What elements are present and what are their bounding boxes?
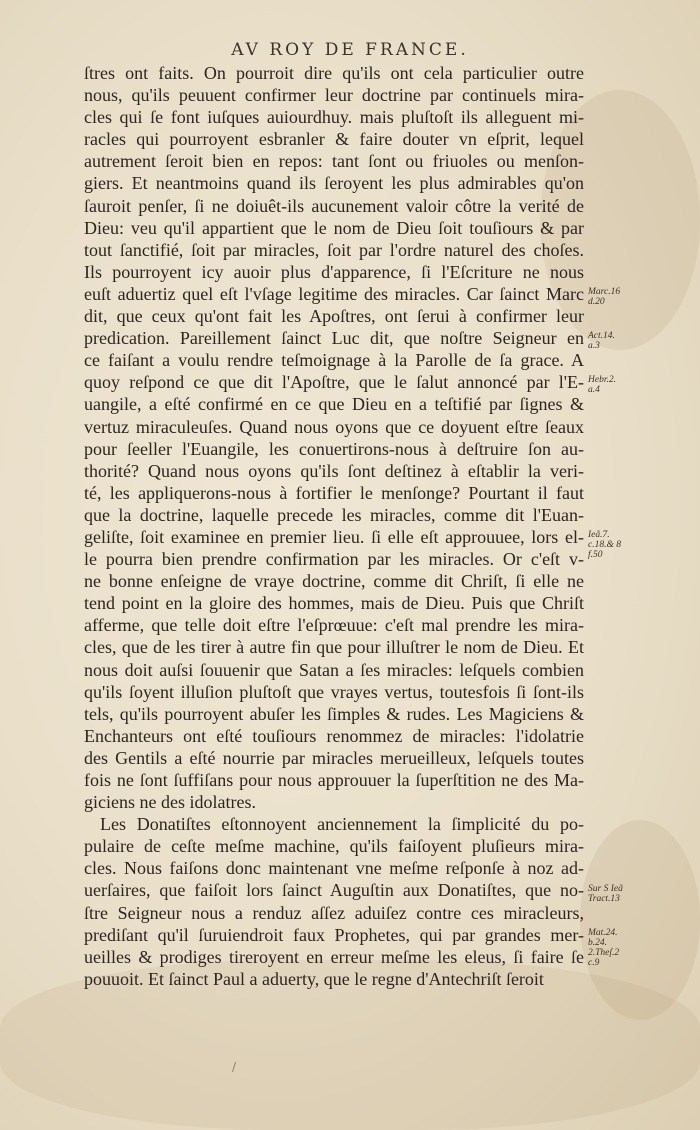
text-line: afferme, que telle doit eſtre l'eſprœuue: c'eſt mal prendre les mira- (84, 615, 584, 636)
text-line: uangile, a eſté confirmé en ce que Dieu en a teſtifié par ſignes & (84, 394, 584, 415)
text-line: le pourra bien prendre confirmation par les miracles. Or c'eſt v- (84, 549, 584, 570)
text-line: cles. Nous faiſons donc maintenant vne meſme reſponſe à noz ad- (84, 858, 584, 879)
text-line: Dieu: veu qu'il appartient que le nom de Dieu ſoit touſiours & par (84, 217, 584, 238)
text-line: Ils pourroyent icy auoir plus d'apparence, ſi l'Eſcriture ne nous (84, 261, 584, 282)
text-line: ce faiſant a voulu rendre teſmoignage à la Parolle de ſa grace. A (84, 350, 584, 371)
text-line: qu'ils ſoyent illuſion pluſtoſt que vrayes vertus, toutesfois ſi ſont-ils (84, 681, 584, 702)
text-line: té, les appliquerons-nous à fortifier le menſonge? Pourtant il faut (84, 482, 584, 503)
text-line: ſtres ont faits. On pourroit dire qu'ils ont cela particulier outre (84, 63, 584, 83)
text-line: ne bonne enſeigne de vraye doctrine, comme dit Chriſt, ſi elle ne (84, 571, 584, 592)
text-line: pouuoit. Et ſainct Paul a aduerty, que le regne d'Antechriſt ſeroit (84, 968, 544, 989)
footer-mark: / (232, 1060, 237, 1074)
text-line: nous doit auſsi ſouuenir que Satan a ſes miracles: leſquels combien (84, 659, 584, 680)
text-line: Enchanteurs ont eſté touſiours renommez de miracles: l'idolatrie (84, 725, 584, 746)
margin-note: Sur S Ieã Tract.13 (588, 883, 623, 904)
text-line: giciens ne des idolatres. (84, 792, 256, 813)
text-line: tels, qu'ils pourroyent abuſer les ſimples & rudes. Les Magiciens & (84, 703, 584, 724)
text-line: Les Donatiſtes eſtonnoyent anciennement la ſimplicité du po- (100, 814, 584, 835)
text-line: giers. Et neantmoins quand ils ſeroyent les plus admirables qu'on (84, 173, 584, 194)
text-line: autrement ſeroit bien en repos: tant ſont ou friuoles ou menſon- (84, 151, 584, 172)
text-line: predication. Pareillement ſainct Luc dit, que noſtre Seigneur en (84, 328, 584, 349)
text-line: thorité? Quand nous oyons qu'ils ſont deſtinez à eſtablir la veri- (84, 460, 584, 481)
text-line: ſtre Seigneur nous a renduz aſſez aduiſez contre ces miracleurs, (84, 902, 584, 923)
text-line: fois ne ſont ſuffiſans pour nous approuuer la ſuperſtition ne des Ma- (84, 770, 584, 790)
text-line: prediſant qu'il ſuruiendroit faux Prophetes, qui par grandes mer- (84, 924, 584, 945)
text-line: geliſte, ſoit examinee en premier lieu. ſi elle eſt approuuee, lors el- (84, 526, 584, 547)
margin-note: Marc.16 d.20 (588, 287, 621, 307)
text-line: uerſaires, que faiſoit lors ſainct Auguſtin aux Donatiſtes, que no- (84, 880, 584, 901)
text-line: pulaire de ceſte meſme machine, qu'ils faiſoyent pluſieurs mira- (84, 836, 584, 857)
text-line: pour ſeeller l'Euangile, les conuertirons-nous à deſtruire ſon au- (84, 438, 584, 459)
text-line: ueilles & prodiges tireroyent en erreur meſme les eleus, ſi faire ſe (84, 946, 584, 967)
text-line: cles qui ſe font iuſques auiourdhuy. mais pluſtoſt ils alleguent mi- (84, 107, 584, 128)
margin-note: Hebr.2. a.4 (588, 375, 616, 396)
text-line: tend point en la gloire des hommes, mais de Dieu. Puis que Chriſt (84, 593, 584, 614)
text-line: tout ſanctifié, ſoit par miracles, ſoit par l'ordre naturel des choſes. (84, 239, 584, 260)
text-line: des Gentils a eſté nourrie par miracles merueilleux, leſquels toutes (84, 747, 584, 768)
text-line: nous, qu'ils peuuent confirmer leur doctrine par continuels mira- (84, 85, 584, 106)
text-line: que la doctrine, laquelle precede les miracles, comme dit l'Euan- (84, 504, 584, 525)
running-header: AV ROY DE FRANCE. (231, 40, 469, 60)
margin-note: Act.14. a.3 (588, 331, 615, 352)
text-line: euſt aduertiz quel eſt l'vſage legitime des miracles. Car ſainct Marc (84, 283, 584, 304)
text-line: ſauroit penſer, ſi ne doiuêt-ils aucunement valoir côtre la verité de (84, 195, 584, 216)
margin-note: Mat.24. b.24. 2.Theſ.2 c.9 (588, 927, 620, 968)
margin-note: Ieã.7. c.18.& 8 f.50 (588, 530, 621, 561)
body-text (84, 62, 584, 990)
text-line: vertuz miraculeuſes. Quand nous oyons que ce doyuent eſtre ſeaux (84, 416, 584, 437)
text-line: dit, que ceux qu'ont fait les Apoſtres, ont ſerui à confirmer leur (84, 306, 584, 327)
text-line: racles qui pourroyent esbranler & faire douter vn eſprit, lequel (84, 129, 584, 150)
text-line: quoy reſpond ce que dit l'Apoſtre, que le ſalut annoncé par l'E- (84, 372, 584, 393)
text-line: cles, que de les tirer à autre fin que pour illuſtrer le nom de Dieu. Et (84, 637, 584, 658)
